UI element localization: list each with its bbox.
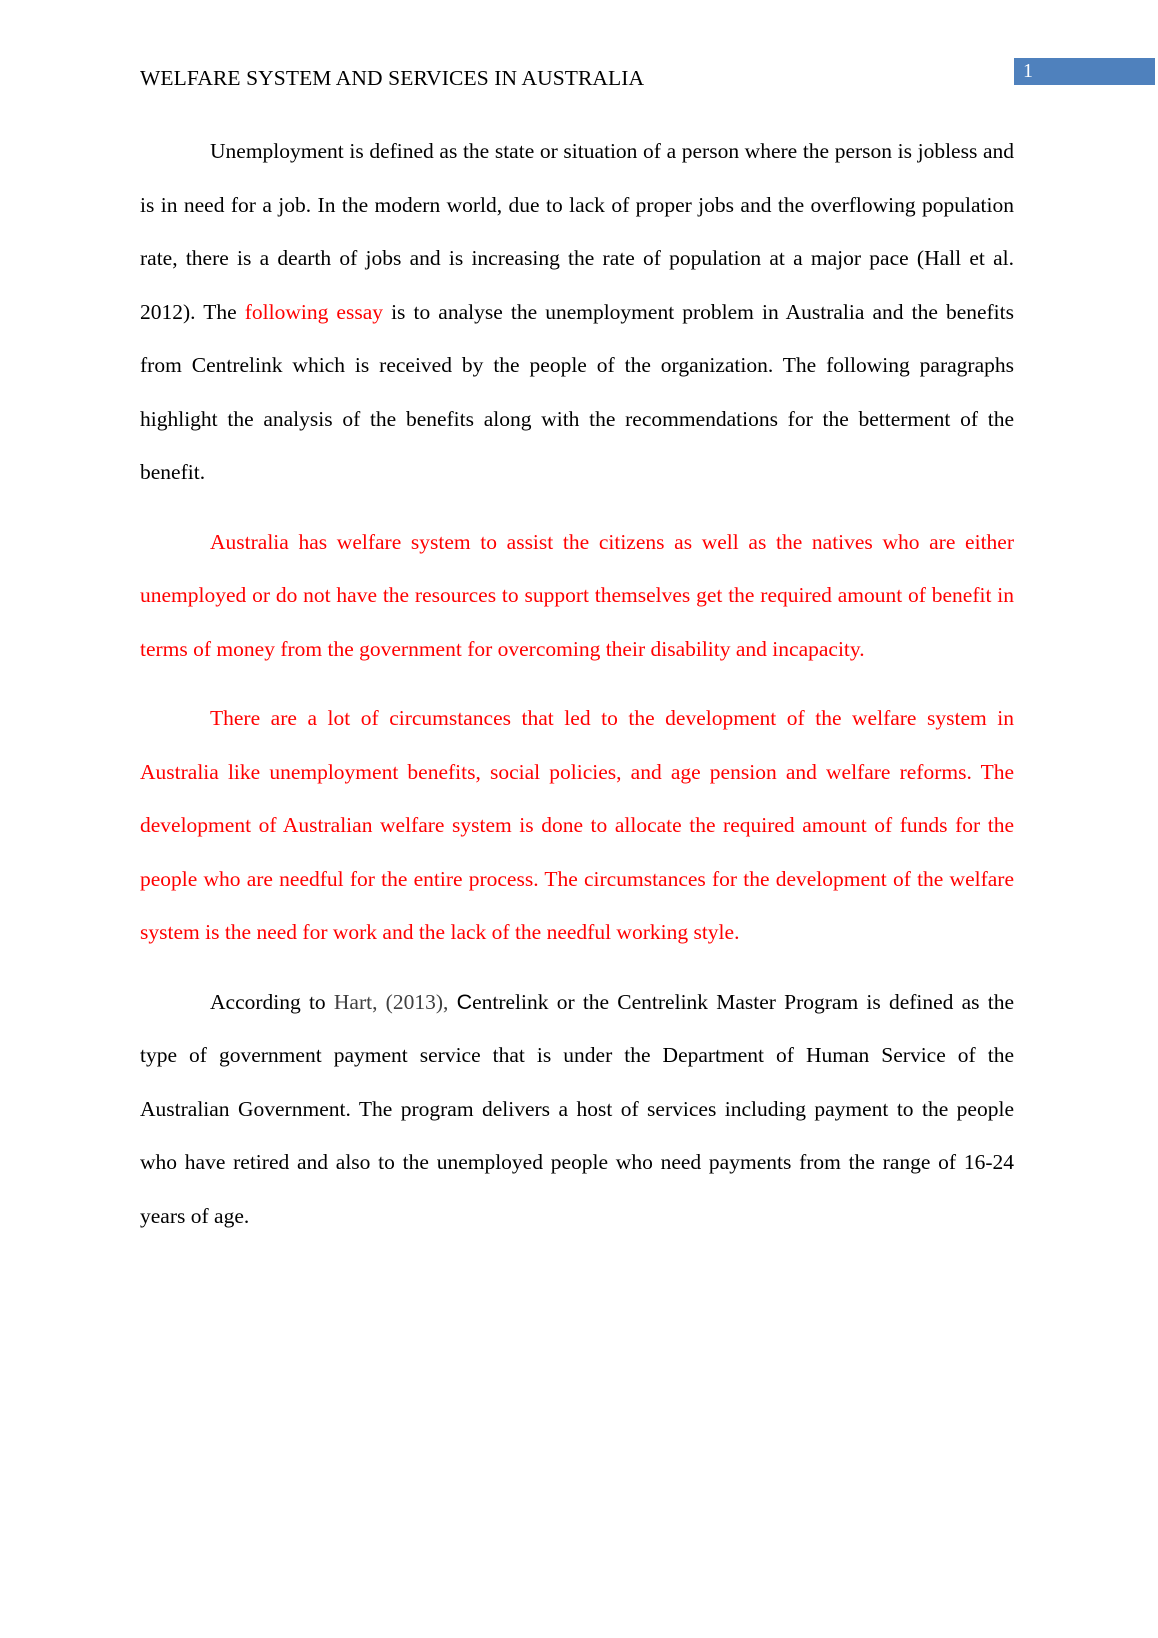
paragraph-welfare-system: Australia has welfare system to assist the citizens as well as the natives who are either unemployed or do not have the resources to support themselves get the required amount of benefit in terms of money from the government for overcoming their disability and incapacity. [140,529,1014,661]
paragraph-centrelink-lead: According to [210,989,334,1014]
page-number: 1 [1023,60,1033,82]
citation-space [448,990,456,1014]
paragraph-intro [140,125,1014,500]
page-number-bar [1014,58,1155,85]
paragraph-centrelink-text: entrelink or the Centrelink Master Program is defined as the type of government payment service that is under the Department of Human Service of the Australian Government. The program delivers a host of services including payment to the people who have retired and also to the unemployed people who need payments from the range of 16-24 years of age. [140,989,1014,1228]
document-body [140,125,1014,1259]
paragraph-centrelink [140,976,1014,1244]
centrelink-initial: C [456,989,473,1014]
citation-hart: Hart, (2013), [333,989,449,1014]
running-head: WELFARE SYSTEM AND SERVICES IN AUSTRALIA [140,66,645,90]
paragraph-intro-text-b: is to analyse the unemployment problem in Australia and the benefits from Centrelink which is received by the people of the organization. The following paragraphs highlight the analysis of the benefits along with the recommendations for the betterment of the benefit. [140,299,1014,484]
highlighted-phrase: following essay [244,299,383,324]
paragraph-intro-text-a: Unemployment is defined as the state or situation of a person where the person is jobless and is in need for a job. In the modern world, due to lack of proper jobs and the overflowing population rate, there is a dearth of jobs and is increasing the rate of population at a major pace (Hall et al. 2012). The [140,139,1014,324]
paragraph-circumstances: There are a lot of circumstances that led to the development of the welfare system in Australia like unemployment benefits, social policies, and age pension and welfare reforms. The development of Australian welfare system is done to allocate the required amount of funds for the people who are needful for the entire process. The circumstances for the development of the welfare system is the need for work and the lack of the needful working style. [140,706,1014,944]
